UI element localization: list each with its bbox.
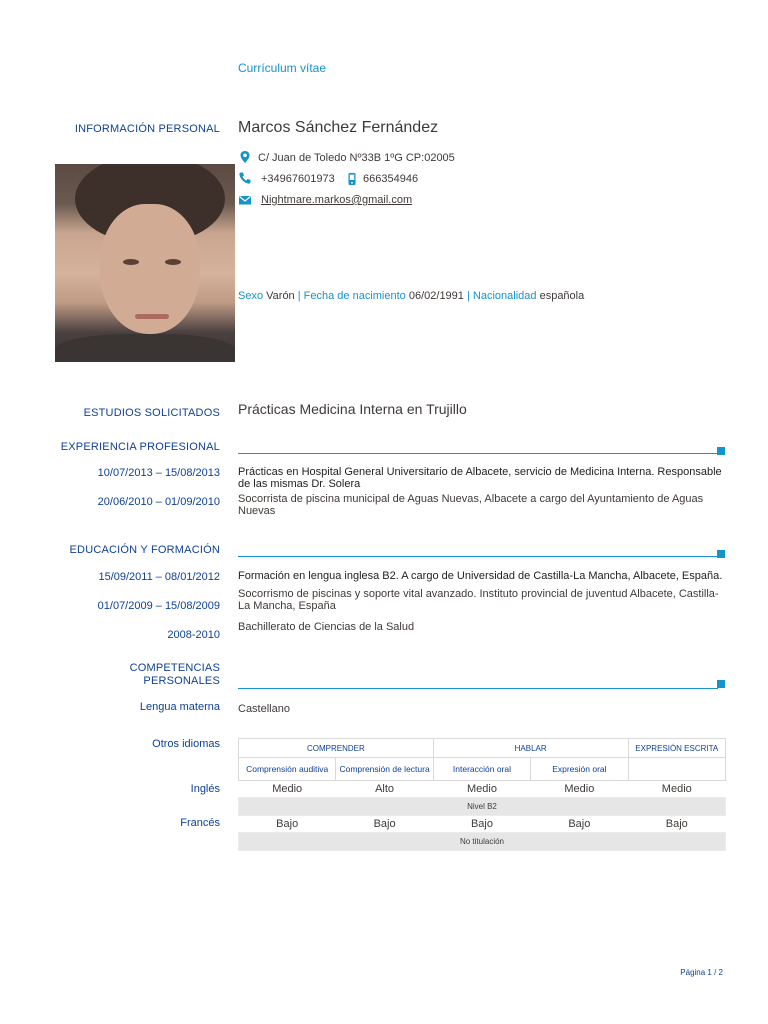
section-divider [238, 453, 718, 454]
language-certificate: No titulación [239, 833, 726, 851]
page-number: Página 1 / 2 [680, 968, 723, 977]
person-name: Marcos Sánchez Fernández [238, 119, 439, 136]
experience-dates: 20/06/2010 – 01/09/2010 [97, 496, 220, 508]
separator: | [466, 290, 470, 302]
section-label-competences: COMPETENCIAS [129, 662, 220, 674]
subheader-interaction: Interacción oral [433, 758, 530, 781]
language-level-cell: Medio [531, 781, 628, 798]
header-understand: COMPRENDER [239, 739, 434, 758]
mobile-text: 666354946 [363, 173, 419, 185]
education-dates: 15/09/2011 – 08/01/2012 [98, 571, 220, 583]
subheader-reading: Comprensión de lectura [336, 758, 433, 781]
education-text: Bachillerato de Ciencias de la Salud [238, 621, 415, 633]
language-name: Francés [180, 817, 220, 829]
language-level-cell: Bajo [433, 816, 530, 833]
section-label-experience: EXPERIENCIA PROFESIONAL [60, 441, 220, 453]
other-languages-label: Otros idiomas [152, 738, 220, 750]
mother-tongue-value: Castellano [238, 703, 290, 715]
section-marker [717, 550, 725, 558]
education-dates: 01/07/2009 – 15/08/2009 [97, 600, 220, 612]
section-label-competences: PERSONALES [143, 675, 220, 687]
language-level-cell: Bajo [531, 816, 628, 833]
language-level-cell: Bajo [239, 816, 336, 833]
language-certificate: Nivel B2 [239, 798, 726, 816]
address-text: C/ Juan de Toledo Nº33B 1ºG CP:02005 [258, 152, 455, 164]
language-name: Inglés [190, 783, 220, 795]
section-divider [238, 688, 718, 689]
language-level-cell: Alto [336, 781, 433, 798]
section-marker [717, 680, 725, 688]
phone-icon [238, 171, 252, 185]
birth-label: Fecha de nacimiento [303, 290, 406, 302]
section-label-education: EDUCACIÓN Y FORMACIÓN [69, 544, 220, 556]
section-label-personal-info: INFORMACIÓN PERSONAL [74, 123, 220, 135]
language-level-cell: Bajo [336, 816, 433, 833]
language-level-cell: Medio [433, 781, 530, 798]
mobile-phone-icon [346, 172, 358, 186]
subheader-listening: Comprensión auditiva [239, 758, 336, 781]
languages-table [238, 738, 726, 851]
subheader-writing-empty [628, 758, 725, 781]
email-icon [238, 193, 252, 207]
education-text: Formación en lengua inglesa B2. A cargo de Universidad de Castilla-La Mancha, Albacete, España. [238, 570, 723, 582]
studies-requested: Prácticas Medicina Interna en Trujillo [238, 401, 467, 417]
subheader-production: Expresión oral [531, 758, 628, 781]
section-marker [717, 447, 725, 455]
nationality-label: Nacionalidad [472, 290, 537, 302]
experience-text: Prácticas en Hospital General Universitario de Albacete, servicio de Medicina Interna. Responsable de las mismas Dr. Solera [238, 466, 722, 490]
phone-text: +34967601973 [261, 173, 335, 185]
header-write: EXPRESIÓN ESCRITA [628, 739, 725, 758]
location-pin-icon [238, 150, 252, 164]
personal-details-line [238, 290, 584, 302]
experience-text: Socorrista de piscina municipal de Aguas Nuevas, Albacete a cargo del Ayuntamiento de Aguas Nuevas [238, 493, 704, 517]
birth-value: 06/02/1991 [408, 290, 464, 302]
education-dates: 2008-2010 [167, 629, 220, 641]
section-label-studies: ESTUDIOS SOLICITADOS [83, 407, 220, 419]
nationality-value: española [539, 290, 585, 302]
language-level-cell: Bajo [628, 816, 725, 833]
language-level-cell: Medio [628, 781, 725, 798]
language-level-cell: Medio [239, 781, 336, 798]
profile-photo [55, 164, 235, 362]
experience-dates: 10/07/2013 – 15/08/2013 [97, 467, 220, 479]
header-speak: HABLAR [433, 739, 628, 758]
document-title: Currículum vítae [238, 61, 327, 75]
mother-tongue-label: Lengua materna [139, 701, 220, 713]
section-divider [238, 556, 718, 557]
sex-label: Sexo [238, 290, 264, 302]
email-link[interactable]: Nightmare.markos@gmail.com [261, 194, 413, 206]
education-text: Socorrismo de piscinas y soporte vital avanzado. Instituto provincial de juventud Albacete, Castilla-La Mancha, España [238, 588, 719, 612]
separator: | [297, 290, 301, 302]
sex-value: Varón [266, 290, 295, 302]
